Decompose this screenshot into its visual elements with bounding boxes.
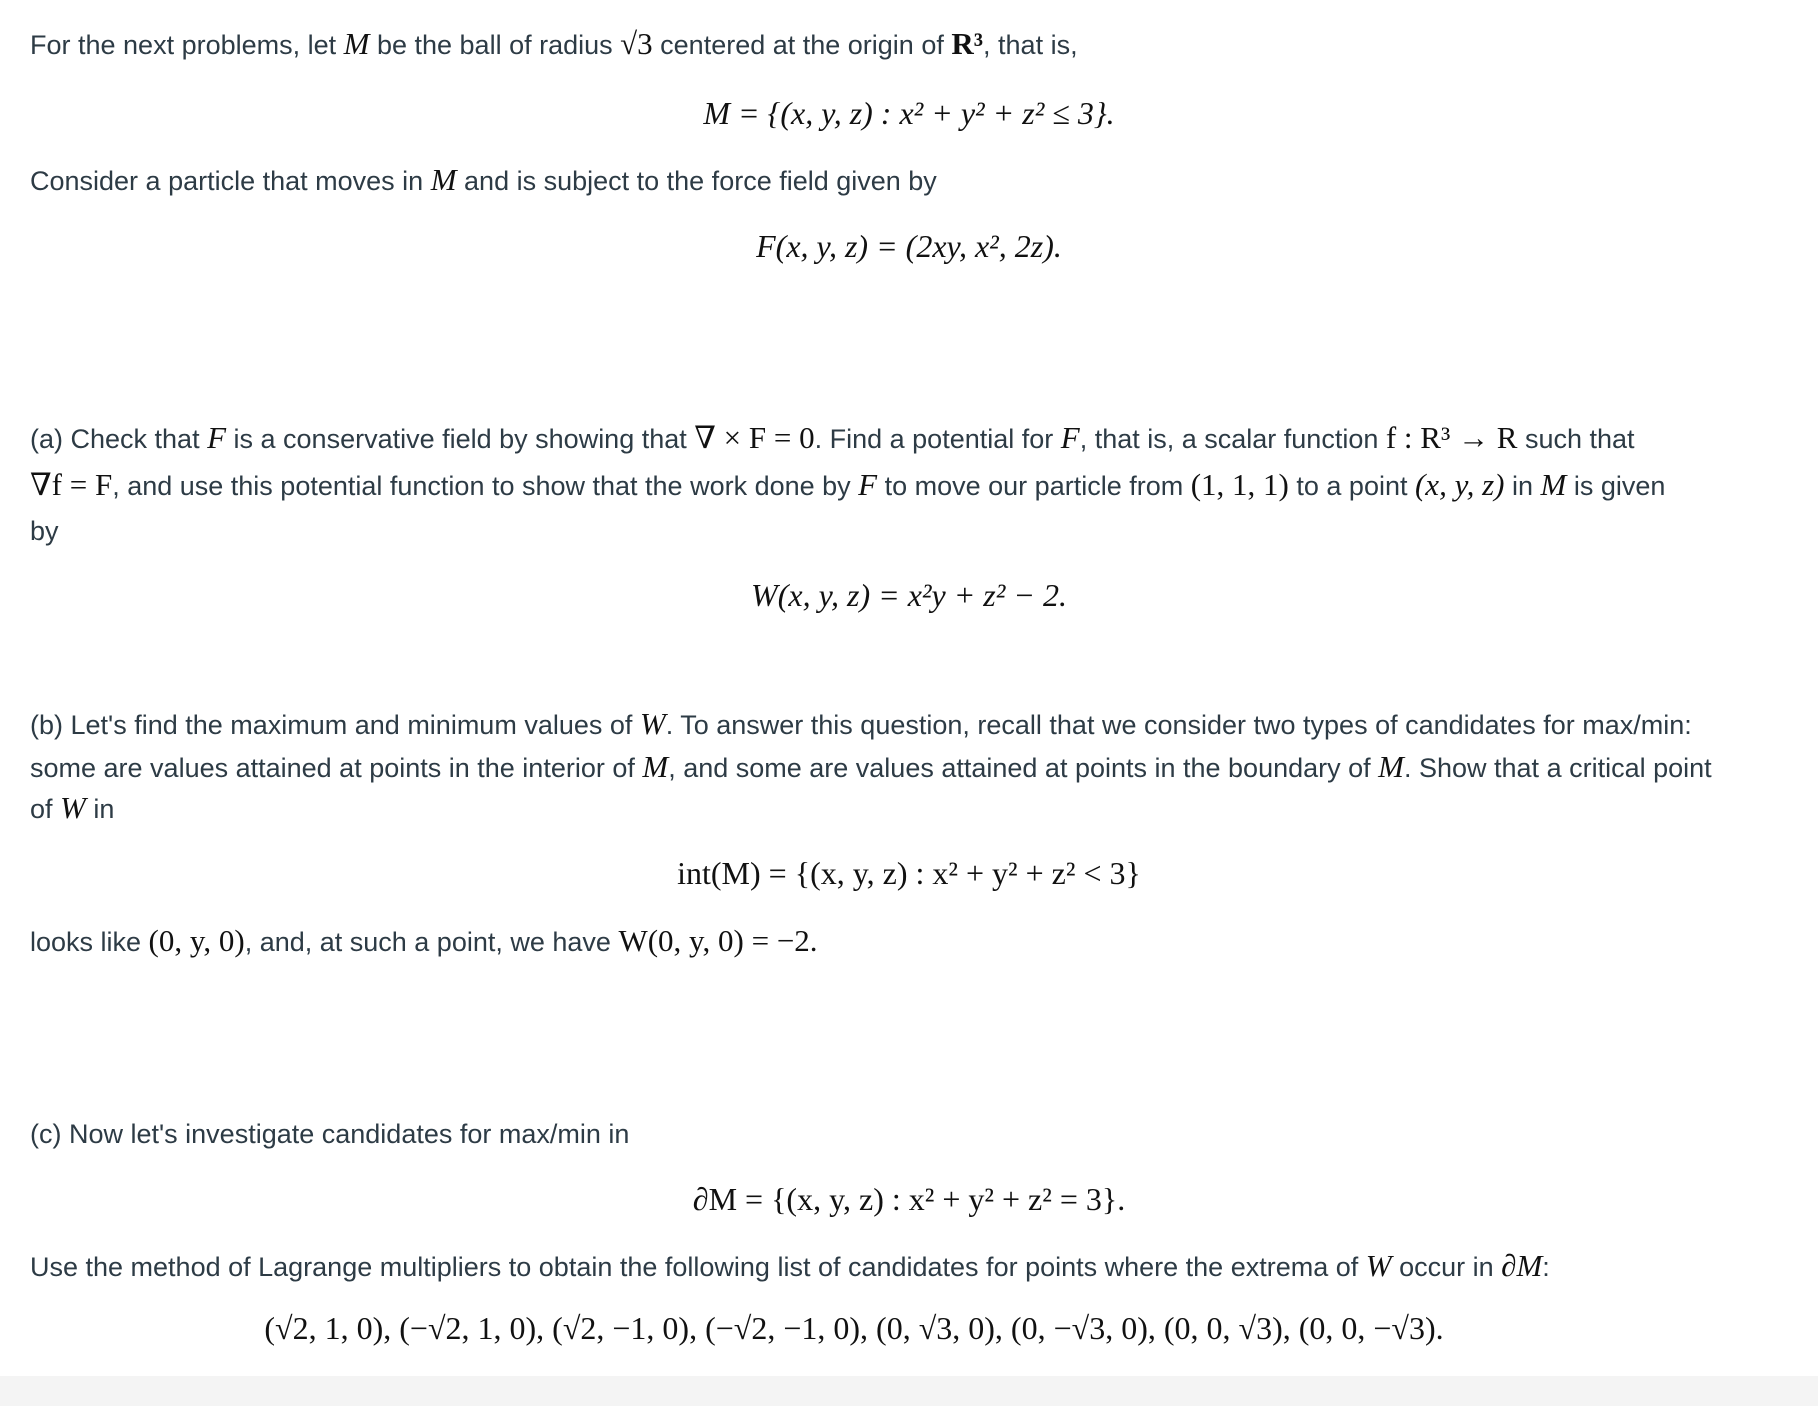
text: , and, at such a point, we have: [244, 927, 619, 957]
math: (0, y, 0): [148, 923, 245, 958]
equation-force: F(x, y, z) = (2xy, x², 2z).: [756, 228, 1062, 264]
text: and is subject to the force field given by: [456, 166, 937, 196]
math: W: [1365, 1248, 1392, 1283]
math: M: [430, 162, 457, 197]
candidate-points: (√2, 1, 0), (−√2, 1, 0), (√2, −1, 0), (−√2, −1, 0), (0, √3, 0), (0, −√3, 0), (0, 0, √3), (0, 0, −√3).: [264, 1310, 1444, 1346]
part-b-line-2: [30, 750, 1794, 785]
text: Use the method of Lagrange multipliers to obtain the following list of candidates for points where the extrema of: [30, 1252, 1366, 1282]
equation-work: W(x, y, z) = x²y + z² − 2.: [751, 577, 1067, 613]
text: . Find a potential for: [814, 424, 1061, 454]
text: be the ball of radius: [369, 30, 621, 60]
math: ∂M: [1501, 1248, 1543, 1283]
math: (x, y, z): [1414, 467, 1505, 502]
part-c-line-2: [30, 1249, 1794, 1284]
math: W(0, y, 0) = −2.: [618, 923, 818, 958]
text: occur in: [1391, 1252, 1502, 1282]
text: centered at the origin of: [652, 30, 952, 60]
math: (1, 1, 1): [1190, 467, 1289, 502]
part-a-line-2: [30, 468, 1794, 503]
text: . Show that a critical point: [1403, 753, 1712, 783]
bottom-band: [0, 1376, 1818, 1406]
part-c-line-1: (c) Now let's investigate candidates for max/min in: [30, 1119, 630, 1149]
text: . To answer this question, recall that we consider two types of candidates for max/min:: [665, 710, 1692, 740]
part-a-line-1: [30, 421, 1794, 456]
consider-paragraph: [30, 163, 1794, 198]
equation-interior: int(M) = {(x, y, z) : x² + y² + z² < 3}: [677, 855, 1141, 891]
text: looks like: [30, 927, 149, 957]
text: such that: [1517, 424, 1635, 454]
part-b-line-1: [30, 707, 1794, 742]
text: , that is,: [983, 30, 1078, 60]
looks-like-paragraph: [30, 924, 1794, 959]
text: For the next problems, let: [30, 30, 344, 60]
math: M: [642, 749, 669, 784]
text: (a) Check that: [30, 424, 208, 454]
math: F: [207, 420, 227, 455]
math: ∇ × F = 0: [694, 420, 815, 455]
text: in: [1504, 471, 1541, 501]
text: to a point: [1288, 471, 1415, 501]
math: F: [1060, 420, 1080, 455]
part-b-line-3: [30, 791, 1794, 826]
text: is given: [1566, 471, 1666, 501]
text: (b) Let's find the maximum and minimum values of: [30, 710, 640, 740]
math: F: [858, 467, 878, 502]
text: is a conservative field by showing that: [226, 424, 695, 454]
math: R³: [951, 26, 984, 61]
math: f : R³ → R: [1385, 420, 1518, 455]
math: W: [60, 790, 86, 825]
text: , and some are values attained at points in the boundary of: [668, 753, 1379, 783]
text: to move our particle from: [877, 471, 1191, 501]
text: some are values attained at points in the interior of: [30, 753, 643, 783]
equation-boundary: ∂M = {(x, y, z) : x² + y² + z² = 3}.: [692, 1181, 1126, 1217]
text: , that is, a scalar function: [1079, 424, 1386, 454]
math: W: [639, 706, 666, 741]
math: ∇f = F: [30, 467, 113, 502]
text: :: [1542, 1252, 1550, 1282]
intro-paragraph: [30, 27, 1794, 62]
math: M: [1540, 467, 1567, 502]
text: of: [30, 794, 61, 824]
math: M: [1378, 749, 1404, 784]
math: M: [343, 26, 370, 61]
math: √3: [620, 26, 653, 61]
text: in: [85, 794, 115, 824]
text: , and use this potential function to show that the work done by: [112, 471, 859, 501]
part-a-line-3: by: [30, 516, 59, 546]
text: Consider a particle that moves in: [30, 166, 431, 196]
equation-ball: M = {(x, y, z) : x² + y² + z² ≤ 3}.: [703, 95, 1115, 131]
